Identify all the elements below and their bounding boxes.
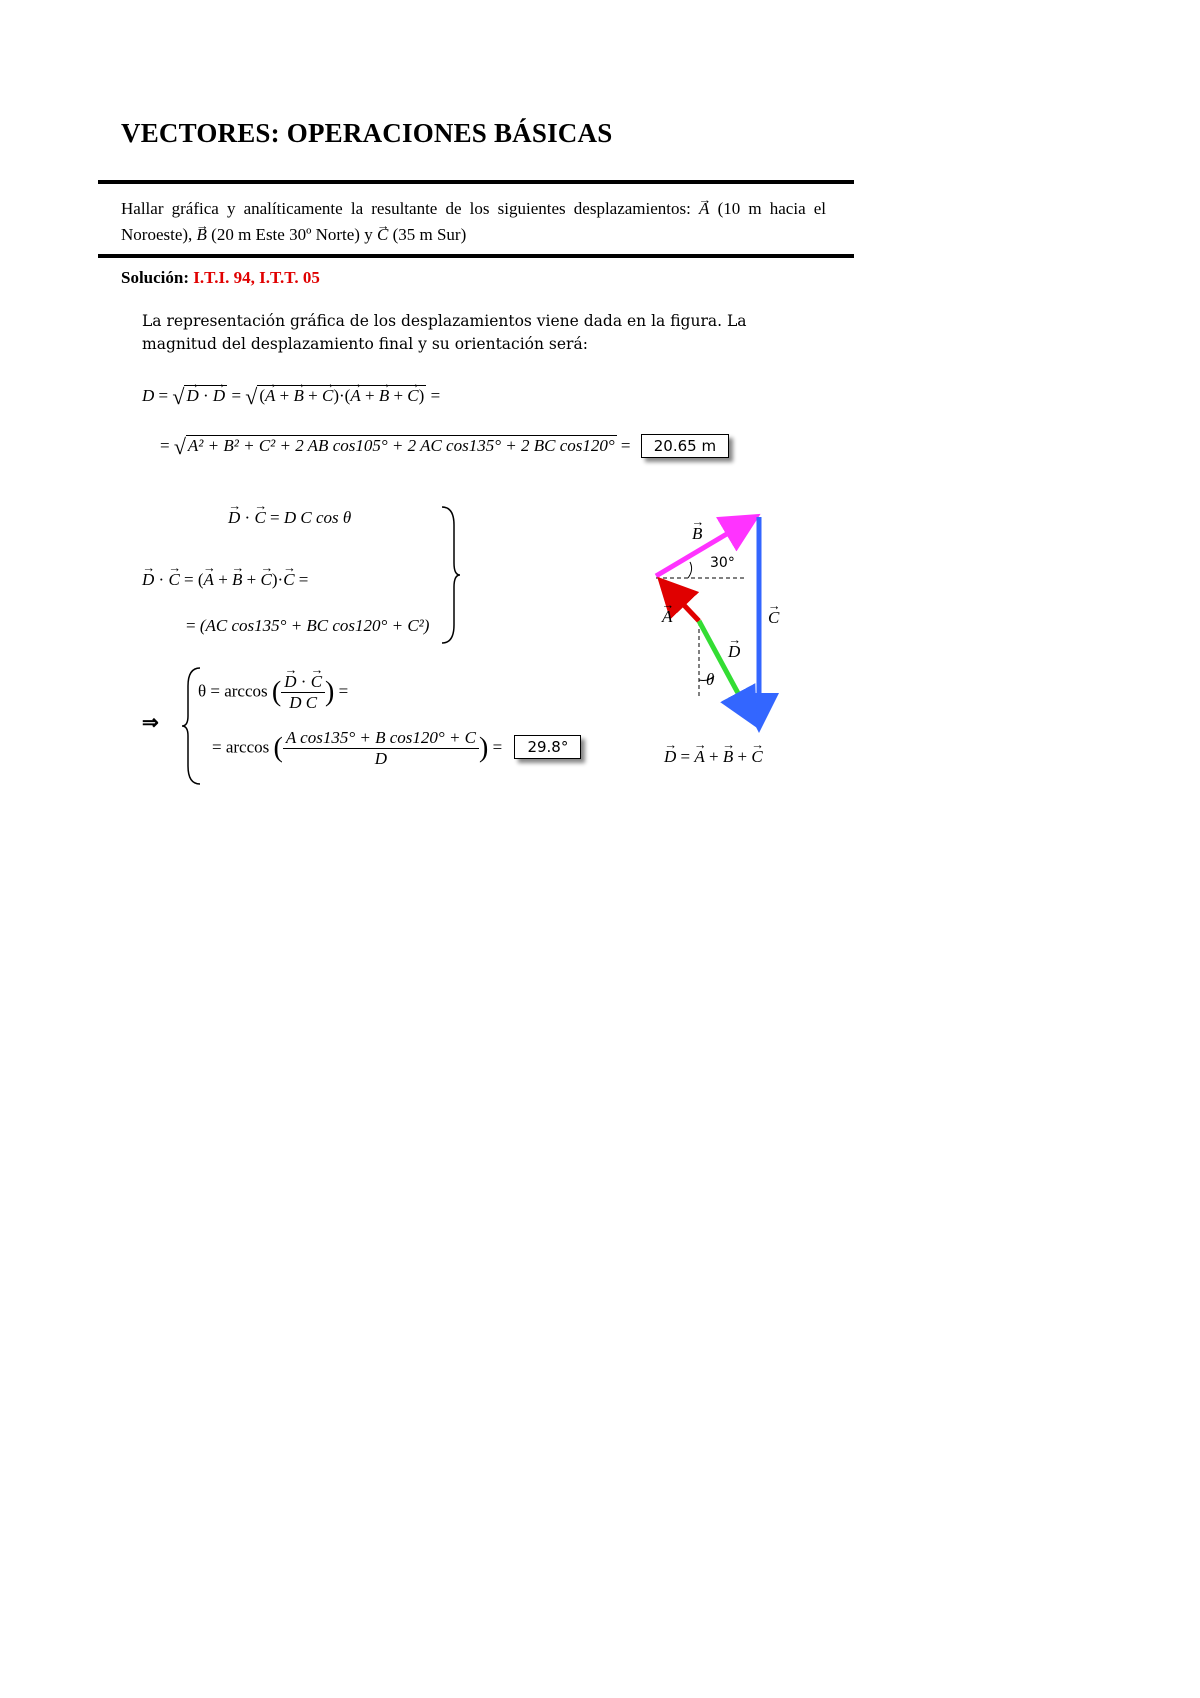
page-title: VECTORES: OPERACIONES BÁSICAS — [121, 118, 613, 148]
vector-diagram — [640, 500, 800, 770]
solution-reference: I.T.I. 94, I.T.T. 05 — [193, 268, 320, 287]
theta-line1-label: θ = arccos — [198, 681, 268, 701]
top-rule — [98, 180, 854, 184]
theta-line2-label: = arccos — [212, 737, 270, 757]
angle-result-box: 29.8° — [514, 735, 581, 759]
figure-label-c: → C — [768, 608, 779, 628]
figure-label-b: → B — [692, 524, 702, 544]
vector-b-symbol: → B — [197, 222, 207, 248]
theta-equation-2: = arccos ( $\frac{\text{A cos135° + B cos120° + C}}{D}$ ) = 29.8° — [212, 728, 581, 769]
vector-a-symbol: → A — [699, 196, 709, 222]
figure-label-a: → A — [662, 607, 672, 627]
bottom-rule — [98, 254, 854, 258]
right-brace — [440, 505, 460, 645]
solution-header — [121, 268, 320, 288]
magnitude-result-box: 20.65 m — [641, 434, 729, 458]
statement-text-4: (35 m Sur) — [392, 225, 467, 244]
figure-label-d: → D — [728, 642, 740, 662]
equation-dot-3: = (AC cos135° + BC cos120° + C²) — [186, 616, 430, 635]
equation-magnitude-1: D = √→ D · → D = √ (→ A + → B + → C)·(→ A + → B + → C) = — [142, 384, 440, 410]
figure-theta: θ — [706, 670, 715, 689]
theta-equation-1: θ = arccos ( → $\frac{D \cdot \to C}{\text{D C}}$ ) = — [198, 672, 348, 713]
equation-magnitude-2: = √ A² + B² + C² + 2 AB cos105° + 2 AC cos135° + 2 BC cos120° = 20.65 m — [160, 434, 729, 460]
theta-denominator: D — [374, 749, 388, 768]
intro-paragraph: La representación gráfica de los desplazamientos viene dada en la figura. La magnitud del desplazamiento final y su orientación será: — [142, 312, 747, 353]
statement-text-2: (10 m hacia el Noroeste), — [121, 199, 827, 244]
figure-angle-30: 30° — [710, 555, 735, 571]
figure-sum-equation: → D = → A + → B + → C — [664, 747, 763, 767]
angle-30-arc — [688, 562, 692, 578]
problem-statement — [121, 196, 826, 248]
equation-dot-2: → D · → C = (→ A + → B + → C)·→ C = — [142, 570, 308, 590]
dc-cos: D C cos θ — [283, 508, 352, 527]
vector-c-symbol: → C — [377, 222, 388, 248]
magnitude-expression: A² + B² + C² + 2 AB cos105° + 2 AC cos135° + 2 BC cos120° — [187, 436, 615, 455]
implies-arrow: ⇒ — [142, 712, 159, 734]
statement-text-3: (20 m Este 30º Norte) y — [211, 225, 373, 244]
dc-expand-tail: (AC cos135° + BC cos120° + C²) — [199, 616, 430, 635]
solution-label: Solución: — [121, 268, 190, 287]
theta-numerator: A cos135° + B cos120° + C — [283, 728, 479, 749]
equation-dot-1: → D · → C = D C cos θ — [228, 508, 351, 528]
statement-text-1: Hallar gráfica y analíticamente la resultante de los siguientes desplazamientos: — [121, 199, 691, 218]
